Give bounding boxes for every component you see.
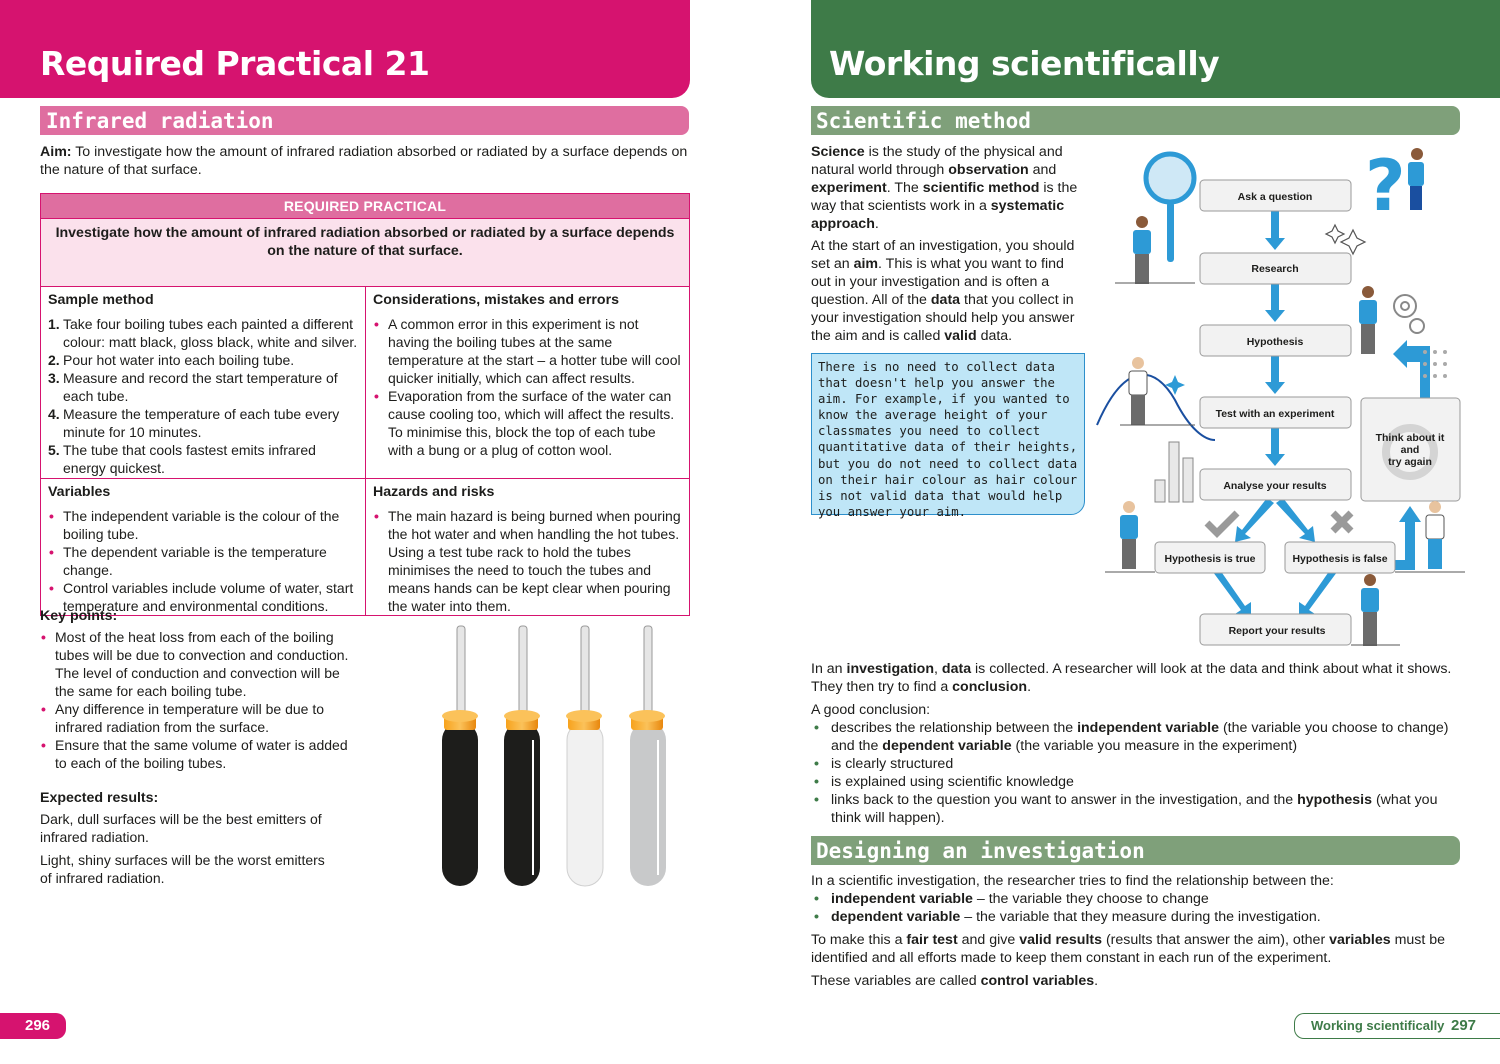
variables-row (41, 478, 689, 615)
flow-think-line1: Think about it (1375, 432, 1445, 444)
flow-report-results: Report your results (1228, 625, 1326, 637)
considerations-list (373, 315, 682, 459)
list-item: • Evaporation from the surface of the water can cause cooling too, which will affect the results. To minimise this, block the top of each tube with a bung or a plug of cotton wool. (373, 387, 682, 459)
list-item: • dependent variable – the variable that they measure during the investigation. (811, 908, 1461, 926)
list-item: • describes the relationship between the independent variable (the variable you choose to change) and the dependent variable (the variable you measure in the experiment) (811, 719, 1461, 755)
boiling-tubes-illustration (420, 620, 680, 900)
list-item: • Any difference in temperature will be due to infrared radiation from the surface. (40, 700, 360, 736)
list-item: • links back to the question you want to answer in the investigation, and the hypothesis (what you think will happen). (811, 791, 1461, 827)
required-practical-header: REQUIRED PRACTICAL (41, 194, 689, 218)
note-box: There is no need to collect data that doesn't help you answer the aim. For example, if you wanted to know the average height of your classmates you need to collect quantitative data of their heights, but you do not need to collect data on their hair colour as hair colour is not valid data that would help you answer your aim. (811, 353, 1085, 515)
sample-method-title: Sample method (48, 292, 154, 308)
magnifier-icon (1146, 154, 1194, 262)
tube-gloss-black (504, 626, 540, 886)
scientific-method-flowchart (1095, 140, 1480, 655)
variable-types-list (811, 890, 1461, 926)
key-points-list (40, 628, 360, 772)
page-number: 297 (1451, 1017, 1477, 1034)
bar-chart-icon (1155, 442, 1193, 502)
sparkle-icon (1326, 225, 1365, 254)
graph-curve-icon (1097, 375, 1215, 440)
list-item: 5. The tube that cools fastest emits infrared energy quickest. (48, 442, 316, 476)
footer-title: Working scientifically (1311, 1018, 1445, 1033)
list-item: • The dependent variable is the temperature change. (48, 543, 358, 579)
expected-results-title: Expected results: (40, 790, 159, 806)
method-steps (48, 315, 358, 477)
section-banner-scientific-method (811, 106, 1460, 135)
page-title: Working scientifically (829, 44, 1220, 83)
science-definition: Science is the study of the physical and natural world through observation and experiment. The scientific method is the way that scientists work in a systematic approach. (811, 144, 1078, 232)
flow-research: Research (1251, 263, 1299, 275)
list-item: 4. Measure the temperature of each tube every minute for 10 minutes. (48, 406, 340, 440)
sample-method-cell (41, 287, 365, 478)
hazards-list (373, 507, 682, 615)
section-banner-infrared (40, 106, 689, 135)
aim-paragraph (40, 143, 690, 179)
aim-explanation: At the start of an investigation, you should set an aim. This is what you want to find out in your investigation and is often a question. All of the data that you collect in your investigation should help you answer the aim and is called valid data. (811, 238, 1075, 344)
section-title: Designing an investigation (816, 839, 1145, 863)
section-title: Infrared radiation (46, 109, 274, 133)
tube-white (566, 626, 603, 886)
flow-ask-question: Ask a question (1237, 191, 1313, 203)
considerations-title: Considerations, mistakes and errors (373, 292, 620, 308)
expected-result-dark: Dark, dull surfaces will be the best emitters of infrared radiation. (40, 811, 322, 845)
aim-label: Aim: (40, 144, 72, 160)
cross-icon (1333, 513, 1351, 531)
key-points (40, 607, 360, 772)
expected-result-light: Light, shiny surfaces will be the worst emitters of infrared radiation. (40, 852, 325, 886)
right-header-banner (811, 0, 1500, 98)
list-item: • Most of the heat loss from each of the boiling tubes will be due to convection and conduction. The level of conduction and convection will be the same for each boiling tube. (40, 628, 360, 700)
list-item: • The main hazard is being burned when pouring the hot water and when handling the hot tubes. Using a test tube rack to hold the tubes minimises the need to touch the tubes and means hands can be kept clear when pouring the water into them. (373, 507, 682, 615)
variables-title: Variables (48, 484, 111, 500)
list-item: • independent variable – the variable they choose to change (811, 890, 1461, 908)
flow-think-line3: try again (1388, 456, 1432, 468)
page-number-left (0, 1013, 66, 1039)
page-title: Required Practical 21 (40, 44, 430, 83)
section-banner-designing-investigation (811, 836, 1460, 865)
page-footer-right (1294, 1013, 1500, 1039)
list-item: • Ensure that the same volume of water is added to each of the boiling tubes. (40, 736, 360, 772)
list-item: • is explained using scientific knowledge (811, 773, 1461, 791)
flow-analyse-results: Analyse your results (1223, 480, 1327, 492)
conclusion-list (811, 719, 1461, 827)
flow-hypothesis-false: Hypothesis is false (1292, 553, 1388, 565)
check-icon (1207, 513, 1237, 533)
page-number: 296 (25, 1017, 51, 1034)
list-item: • Control variables include volume of water, start temperature and environmental conditions. (48, 579, 358, 615)
list-item: 1. Take four boiling tubes each painted a different colour: matt black, gloss black, white and silver. (48, 316, 358, 350)
list-item: 3. Measure and record the start temperature of each tube. (48, 370, 338, 404)
expected-results (40, 789, 340, 892)
considerations-cell (365, 287, 689, 478)
designing-text (811, 872, 1461, 995)
required-practical-box (40, 193, 690, 616)
question-mark-icon (1365, 145, 1406, 227)
variables-cell (41, 479, 365, 615)
control-variables-sentence: These variables are called control variables. (811, 973, 1099, 989)
variables-list (48, 507, 358, 615)
left-header-banner (0, 0, 690, 98)
investigation-text (811, 660, 1461, 827)
required-practical-statement: Investigate how the amount of infrared radiation absorbed or radiated by a surface depends on the nature of that surface. (41, 218, 689, 287)
hazards-title: Hazards and risks (373, 484, 495, 500)
designing-intro: In a scientific investigation, the researcher tries to find the relationship between the: (811, 873, 1334, 889)
flow-hypothesis: Hypothesis (1246, 336, 1304, 348)
good-conclusion-intro: A good conclusion: (811, 702, 931, 718)
gear-icon (1394, 295, 1424, 333)
key-points-title: Key points: (40, 608, 118, 624)
fair-test-paragraph: To make this a fair test and give valid results (results that answer the aim), other variables must be identified and all efforts made to keep them constant in each run of the experiment. (811, 932, 1446, 966)
scientific-method-text (811, 143, 1081, 349)
hazards-cell (365, 479, 689, 615)
flow-think-line2: and (1400, 444, 1420, 456)
investigation-intro: In an investigation, data is collected. A researcher will look at the data and think about what it shows. They then try to find a conclusion. (811, 661, 1452, 695)
flow-hypothesis-true: Hypothesis is true (1164, 553, 1256, 565)
svg-text:?: ? (1365, 145, 1406, 227)
list-item: • is clearly structured (811, 755, 1461, 773)
list-item: • A common error in this experiment is not having the boiling tubes at the same temperature at the start – a hotter tube will cool quicker initially, which can affect results. (373, 315, 682, 387)
method-row (41, 287, 689, 478)
list-item: 2. Pour hot water into each boiling tube. (48, 352, 295, 368)
section-title: Scientific method (816, 109, 1031, 133)
aim-text: To investigate how the amount of infrared radiation absorbed or radiated by a surface depends on the nature of that surface. (40, 144, 688, 178)
flow-test-experiment: Test with an experiment (1215, 408, 1335, 420)
tube-silver (629, 626, 666, 886)
tube-matt-black (442, 626, 478, 886)
list-item: • The independent variable is the colour of the boiling tube. (48, 507, 358, 543)
